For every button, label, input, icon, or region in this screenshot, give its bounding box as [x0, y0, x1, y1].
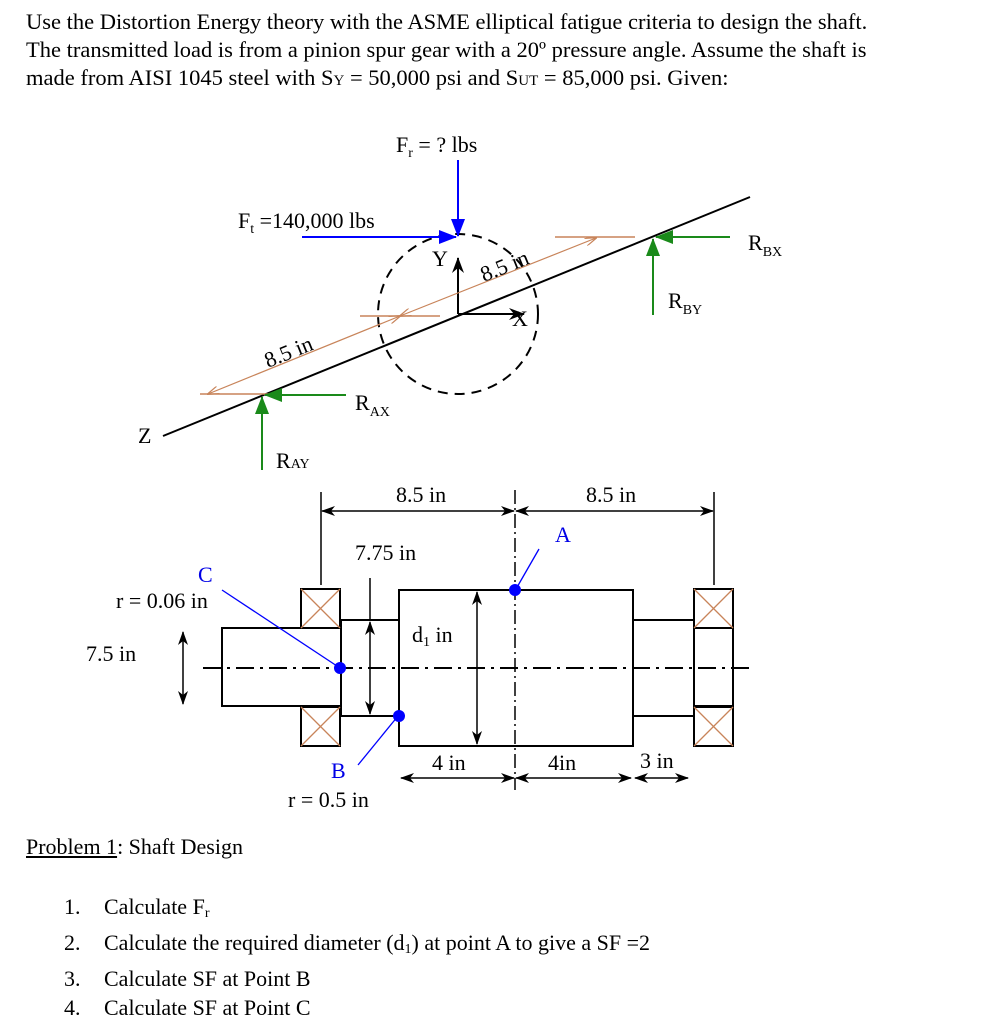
point-c-marker: [334, 662, 346, 674]
task-text-after: ) at point A to give a SF =2: [411, 930, 651, 955]
statement-text: made from AISI 1045 steel with S: [26, 65, 334, 90]
point-c-label: C: [198, 562, 213, 587]
task-subscript: r: [204, 906, 210, 921]
task-text: Calculate F: [104, 894, 205, 919]
reaction-ay-label: RAY: [276, 448, 310, 473]
task-item: [64, 993, 650, 1022]
problem-number: Problem 1: [26, 834, 118, 859]
fillet-b-label: r = 0.5 in: [288, 787, 369, 812]
problem-title: [26, 834, 243, 860]
task-number: 4.: [64, 995, 81, 1020]
shaft-geometry-drawing: [183, 490, 752, 790]
leader-point-b: [358, 716, 398, 765]
dim-label-gear-to-b: 8.5 in: [476, 244, 533, 287]
sut-value: = 85,000 psi. Given:: [538, 65, 729, 90]
tangential-force-label: $F_t =140,000$ lbs: [238, 208, 375, 237]
dim-stub-diameter-label: 7.5 in: [86, 641, 137, 666]
reaction-ax-label: $R_{AX}$: [355, 390, 390, 420]
statement-line-2: The transmitted load is from a pinion spur gear with a 20º pressure angle. Assume the shaft is: [26, 37, 867, 62]
task-item: [64, 928, 650, 964]
dim-main-diameter-label: d1 in: [412, 622, 453, 650]
task-number: 1.: [64, 894, 81, 919]
z-axis-label: Z: [138, 423, 152, 448]
dim-4in-left-label: 4 in: [432, 750, 466, 775]
task-list: [64, 892, 650, 1022]
dim-step-diameter-label: 7.75 in: [355, 540, 417, 565]
reaction-by-label: $R_{BY}$: [668, 288, 703, 318]
statement-line-1: Use the Distortion Energy theory with the ASME elliptical fatigue criteria to design the shaft.: [26, 9, 868, 34]
dim-label-a-to-gear: 8.5 in: [260, 330, 317, 373]
dim-left-span-label: 8.5 in: [396, 482, 447, 507]
point-b-marker: [393, 710, 405, 722]
task-item: [64, 964, 650, 993]
leader-point-a: [516, 549, 539, 589]
fillet-c-label: r = 0.06 in: [116, 588, 208, 613]
radial-force-label: $F_r$ = ? lbs: [396, 132, 478, 161]
task-item: [64, 892, 650, 928]
task-text: Calculate SF at Point B: [104, 966, 311, 991]
sy-value: = 50,000 psi and S: [344, 65, 519, 90]
task-text: Calculate the required diameter (d: [104, 930, 405, 955]
task-number: 3.: [64, 966, 81, 991]
sy-subscript: Y: [333, 73, 345, 89]
task-number: 2.: [64, 930, 81, 955]
free-body-diagram: [138, 132, 782, 473]
point-a-marker: [509, 584, 521, 596]
task-subscript: 1: [404, 942, 412, 957]
reaction-bx-label: $R_{BX}$: [748, 230, 783, 260]
x-axis-label: X: [512, 306, 528, 331]
point-b-label: B: [331, 758, 346, 783]
dim-3in-label: 3 in: [640, 748, 674, 773]
sut-subscript: UT: [518, 73, 539, 89]
dim-right-span-label: 8.5 in: [586, 482, 637, 507]
task-text: Calculate SF at Point C: [104, 995, 311, 1020]
dim-4in-right-label: 4in: [548, 750, 577, 775]
y-axis-label: Y: [432, 246, 448, 271]
point-a-label: A: [555, 522, 571, 547]
problem-name: : Shaft Design: [117, 834, 243, 859]
